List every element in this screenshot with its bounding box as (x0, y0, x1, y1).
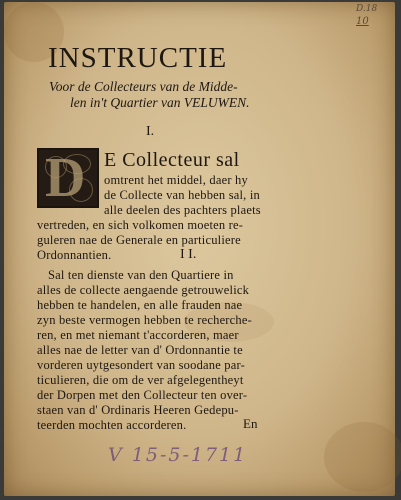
dropcap-letter: D (45, 147, 86, 209)
section-2-line: Sal ten dienste van den Quartiere in (48, 268, 234, 282)
section-1-line: alle deelen des pachters plaets (104, 203, 261, 217)
handwritten-annotation: V 15-5-1711 (108, 444, 248, 466)
paper-stain (324, 422, 401, 492)
section-1-line: Ordonnantien. (37, 248, 112, 262)
document-page (4, 2, 395, 496)
section-2-line: alles de collecte aengaende getrouwelick (37, 283, 250, 297)
section-2-number: I I. (180, 247, 197, 262)
section-2-line: vorderen uytgesondert van soodane par- (37, 358, 245, 372)
section-2-line: hebben te handelen, en alle frauden nae (37, 298, 243, 312)
section-1-number: I. (146, 124, 155, 139)
decorated-initial (37, 148, 99, 208)
corner-mark-top: D.18 (356, 4, 378, 14)
section-1-line: vertreden, en sich volkomen moeten re- (37, 218, 244, 232)
section-1-line: de Collecte van hebben sal, in (104, 188, 260, 202)
section-1-line: guleren nae de Generale en particuliere (37, 233, 241, 247)
subtitle-line-1: Voor de Collecteurs van de Midde- (49, 79, 238, 94)
section-2-line: zyn beste vermogen hebben te recherche- (37, 313, 252, 327)
corner-mark-number: 10 (356, 16, 369, 27)
section-2-line: teerden mochten accorderen. (37, 418, 187, 432)
section-1-line: omtrent het middel, daer hy (104, 173, 248, 187)
section-2-line: ticulieren, die om de ver afgelegentheyt (37, 373, 244, 387)
catchword: En (243, 416, 258, 431)
document-title: INSTRUCTIE (48, 42, 228, 74)
section-1-first-line: E Collecteur sal (104, 149, 240, 171)
section-2-line: alles nae de letter van d' Ordonnantie te (37, 343, 243, 357)
section-2-line: staen van d' Ordinaris Heeren Gedepu- (37, 403, 239, 417)
subtitle-line-2: len in't Quartier van VELUWEN. (70, 95, 250, 110)
section-2-line: ren, en met niemant t'accorderen, maer (37, 328, 239, 342)
section-2-line: der Dorpen met den Collecteur ten over- (37, 388, 248, 402)
